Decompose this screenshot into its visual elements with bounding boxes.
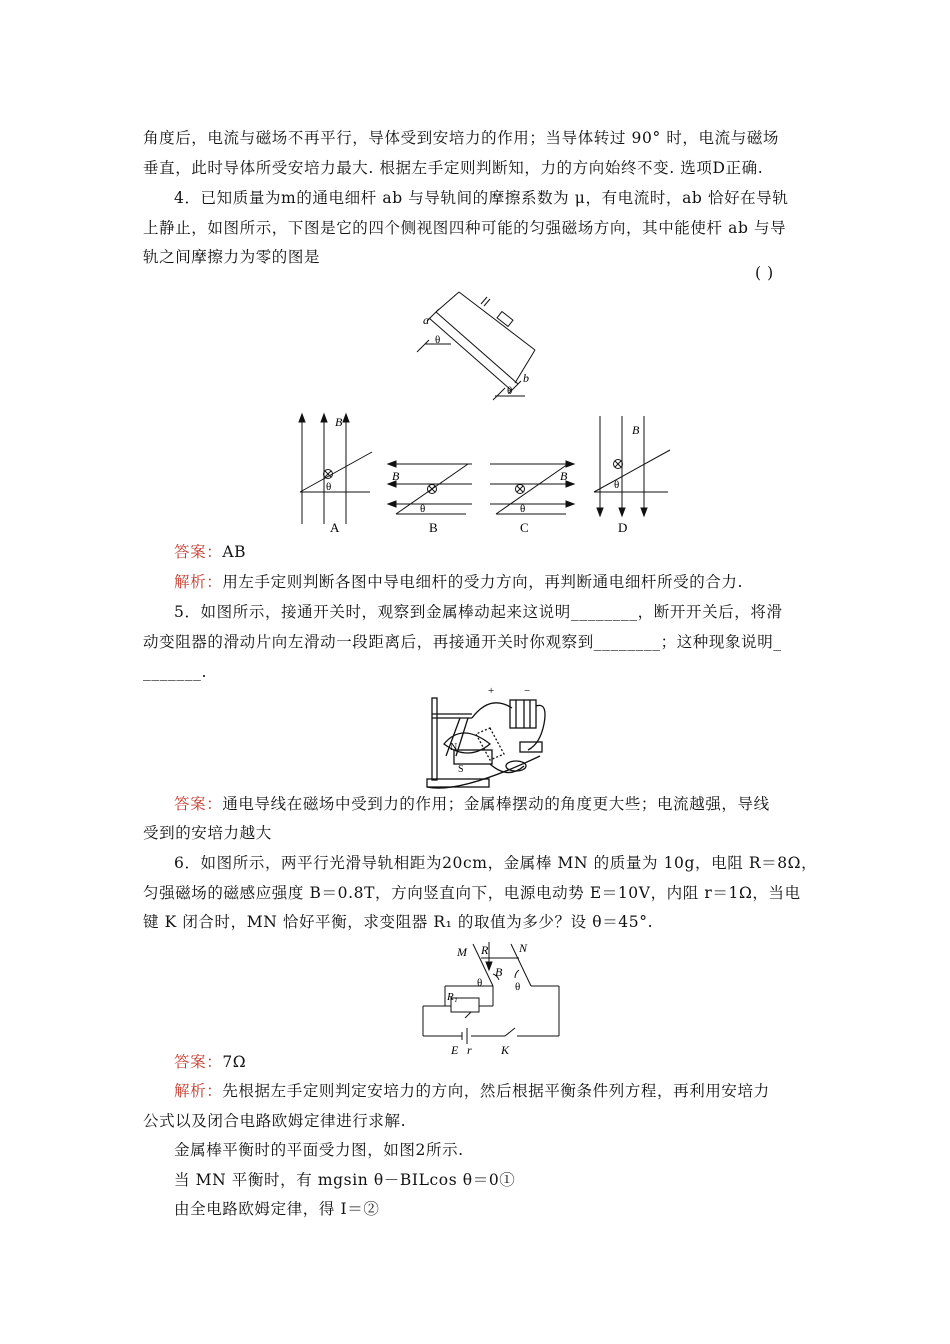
q4-analysis <box>174 572 743 592</box>
analysis-label: 解析： <box>174 1082 223 1100</box>
label-r1: R₁ <box>447 991 458 1003</box>
q5-line-2: 动变阻器的滑动片向左滑动一段距离后，再接通开关时你观察到________；这种现象说明_ <box>143 633 782 651</box>
answer-value: AB <box>222 543 247 561</box>
field-label: B <box>335 415 343 429</box>
q6-analysis-line-2: 公式以及闭合电路欧姆定律进行求解. <box>143 1112 407 1130</box>
q5-answer-line-2: 受到的安培力越大 <box>143 824 272 842</box>
answer-label: 答案： <box>174 795 223 813</box>
q4-option-b <box>386 412 482 534</box>
answer-label: 答案： <box>174 1053 223 1071</box>
theta-label: θ <box>520 503 526 515</box>
q4-line-1: 4．已知质量为m的通电细杆 ab 与导轨间的摩擦系数为 μ，有电流时，ab 恰好在导轨 <box>174 189 789 207</box>
q6-answer <box>174 1052 246 1072</box>
theta-label: θ <box>420 503 426 515</box>
label-plus: + <box>488 685 495 697</box>
q6-step-1: 金属棒平衡时的平面受力图，如图2所示. <box>174 1141 464 1159</box>
label-k: K <box>501 1043 510 1057</box>
field-label: B <box>392 469 400 483</box>
q6-line-2: 匀强磁场的磁感应强度 B＝0.8T，方向竖直向下，电源电动势 E＝10V，内阻 r＝1Ω，当电 <box>143 884 801 902</box>
q4-line-2: 上静止，如图所示，下图是它的四个侧视图四种可能的匀强磁场方向，其中能使杆 ab 与导 <box>143 219 787 237</box>
label-r: R <box>481 943 489 957</box>
label-theta-left: θ <box>477 977 483 989</box>
label-minus: − <box>524 685 531 697</box>
label-s: S <box>458 764 464 775</box>
option-letter: A <box>330 520 340 535</box>
answer-text: 通电导线在磁场中受到力的作用；金属棒摆动的角度更大些；电流越强，导线 <box>222 795 770 813</box>
q6-analysis-line-1 <box>174 1081 770 1101</box>
label-n: N <box>450 742 458 753</box>
q4-main-figure <box>415 288 555 400</box>
analysis-label: 解析： <box>174 573 223 591</box>
answer-value: 7Ω <box>222 1053 247 1071</box>
label-b: b <box>523 371 529 385</box>
theta-label: θ <box>326 481 332 493</box>
label-theta-top: θ <box>435 334 441 346</box>
paragraph-line-2: 垂直，此时导体所受安培力最大. 根据左手定则判断知，力的方向始终不变. 选项D正确. <box>143 159 764 177</box>
q6-step-2: 当 MN 平衡时，有 mgsin θ－BILcos θ＝0① <box>174 1171 516 1189</box>
q4-line-3: 轨之间摩擦力为零的图是 <box>143 248 321 266</box>
analysis-text: 用左手定则判断各图中导电细杆的受力方向，再判断通电细杆所受的合力. <box>222 573 744 591</box>
label-theta-bottom: θ <box>507 385 513 397</box>
option-letter: C <box>520 520 529 535</box>
q4-option-d <box>588 412 678 534</box>
option-letter: B <box>429 520 438 535</box>
field-label: B <box>560 469 568 483</box>
field-label: B <box>632 423 640 437</box>
q4-answer-bracket: ( ) <box>755 264 774 282</box>
q5-line-3: _______. <box>143 663 207 681</box>
label-b: B <box>495 965 503 979</box>
q6-line-1: 6．如图所示，两平行光滑导轨相距为20cm，金属棒 MN 的质量为 10g，电阻 R＝8Ω， <box>174 854 818 872</box>
label-r-internal: r <box>467 1043 472 1057</box>
option-letter: D <box>618 520 628 535</box>
q5-line-1: 5．如图所示，接通开关时，观察到金属棒动起来这说明________，断开开关后，将滑 <box>174 603 783 621</box>
q4-option-a <box>290 412 380 534</box>
analysis-text: 先根据左手定则判定安培力的方向，然后根据平衡条件列方程，再利用安培力 <box>222 1082 770 1100</box>
q5-answer-line-1 <box>174 794 770 814</box>
label-a: a <box>423 313 429 327</box>
q6-circuit-figure <box>415 936 565 1057</box>
theta-label: θ <box>614 479 620 491</box>
answer-label: 答案： <box>174 543 223 561</box>
q4-answer <box>174 542 246 562</box>
label-theta-right: θ <box>515 981 521 993</box>
q5-apparatus-figure <box>420 684 554 790</box>
label-m: M <box>457 945 467 959</box>
label-n: N <box>519 941 528 955</box>
q6-line-3: 键 K 闭合时，MN 恰好平衡，求变阻器 R₁ 的取值为多少？设 θ＝45°. <box>143 913 654 931</box>
q6-step-3: 由全电路欧姆定律，得 I＝② <box>174 1200 380 1218</box>
q4-option-c <box>486 412 582 534</box>
label-e: E <box>451 1043 459 1057</box>
paragraph-line-1: 角度后，电流与磁场不再平行，导体受到安培力的作用；当导体转过 90° 时，电流与磁场 <box>143 129 780 147</box>
